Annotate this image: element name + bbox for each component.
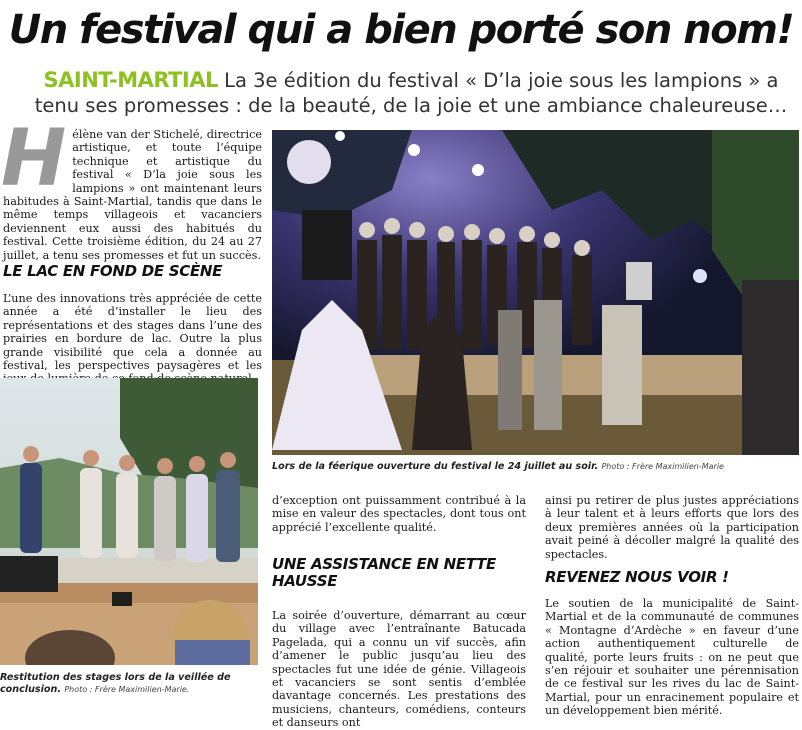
intro-paragraph bbox=[1, 114, 262, 262]
photo-credit: Photo : Frère Maximilien-Marie bbox=[601, 462, 724, 471]
section-text-lac: L’une des innovations très appréciée de cette année a été d’installer le lieu des représentations et des stages dans l’une des prairies en bordure de lac. Outre la plus grande visibilité que cela a donnée au festival, les perspectives paysagères et les bbox=[3, 292, 262, 373]
section-title-assistance: UNE ASSISTANCE EN NETTE HAUSSE bbox=[272, 555, 496, 590]
section-text-revenez: Le soutien de la municipalité de Saint-Martial et de la communauté de communes « Montagne d’Ardèche » en faveur d’une action authentiquement culturelle de qualité, porte leurs fruits : on ne peut que s’en réjouir et souhaiter une pérennisation de ce festival sur les rives du lac de Saint-Martial, pour un enracinement populaire et un développement bien mérité. bbox=[545, 597, 799, 718]
photo-ouverture-image bbox=[272, 130, 799, 455]
section-text-assistance: La soirée d’ouverture, démarrant au cœur du village avec l’entraînante Batucada Pagelada, qui a connu un vif succès, afin d’amener le public jusqu’au lieu des spectacles fut une idée de génie. Villageois et vacanciers se sont sentis d’emblée davantage concernés. Les prestations des musiciens, chanteurs, comédiens, conteurs et danseurs ont bbox=[272, 609, 526, 730]
section-title-revenez: REVENEZ NOUS VOIR ! bbox=[545, 568, 729, 586]
section-title-lac: LE LAC EN FOND DE SCÈNE bbox=[3, 262, 223, 280]
photo-ouverture bbox=[272, 130, 799, 455]
location-label: SAINT-MARTIAL bbox=[43, 68, 218, 92]
caption-text: Restitution des stages lors de la veillée de conclusion. bbox=[0, 672, 231, 695]
col3-continued: ainsi pu retirer de plus justes appréciations à leur talent et à leurs efforts que lors des deux premières années où la participation avait peiné à décoller malgré la qualité des spectacles. bbox=[545, 494, 799, 561]
caption-text: Lors de la féerique ouverture du festival le 24 juillet au soir. bbox=[272, 461, 599, 472]
col2-continued: d’exception ont puissamment contribué à la mise en valeur des spectacles, dont tous ont apprécié l’excellente qualité. bbox=[272, 494, 526, 534]
chapo bbox=[26, 68, 796, 118]
photo-ouverture-caption bbox=[272, 461, 799, 473]
photo-stages-image bbox=[0, 378, 258, 665]
intro-text: élène van der Stichelé, directrice artistique, et toute l’équipe technique et artistique du festival « D’la joie sous les lampions » ont maintenant leurs habitudes à Saint-Martial, tandis que dans le même temps villageois et vacanciers deviennent eux aussi des habitués du festival. Cette troisième édition, du 24 au 27 juillet, a tenu ses promesses et fut un succès. bbox=[3, 128, 262, 262]
photo-stages bbox=[0, 378, 258, 665]
photo-stages-caption bbox=[0, 672, 258, 696]
chapo-text: La 3e édition du festival « D’la joie sous les lampions » a tenu ses promesses : de la beauté, de la joie et une ambiance chaleureuse… bbox=[34, 69, 788, 117]
dropcap: H bbox=[1, 114, 67, 204]
headline: Un festival qui a bien porté son nom! bbox=[8, 7, 794, 53]
photo-credit: Photo : Frère Maximilien-Marie. bbox=[64, 685, 190, 694]
